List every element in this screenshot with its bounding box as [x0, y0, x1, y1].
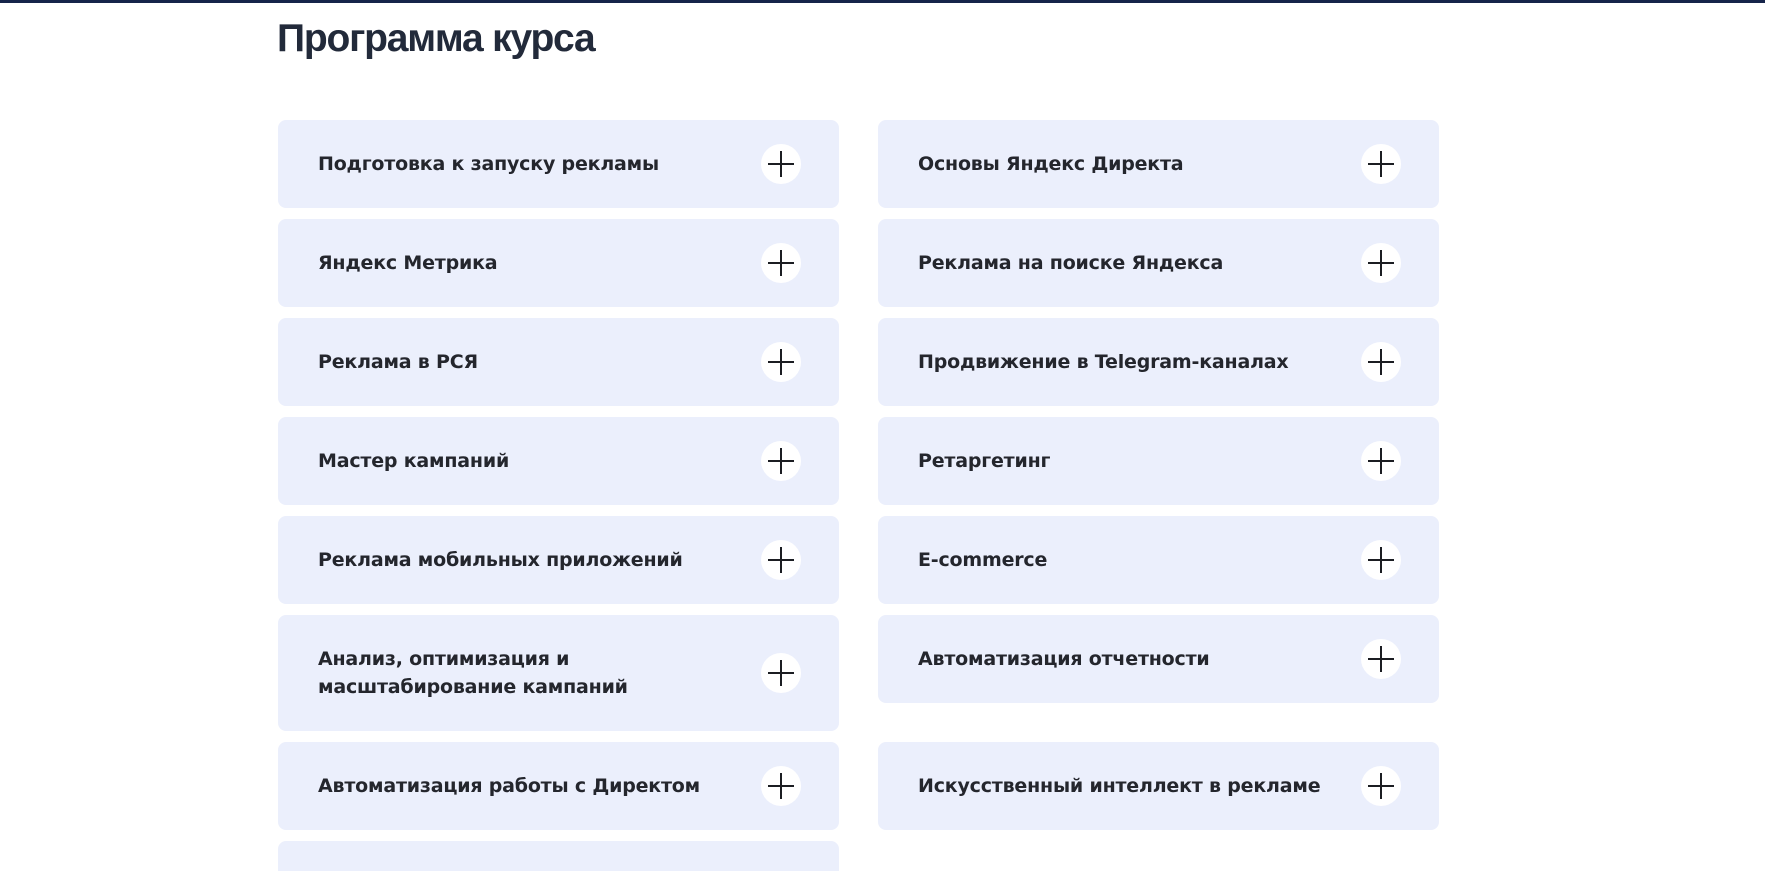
module-card-analysis-optimization[interactable]	[278, 615, 839, 731]
module-card-direct-automation[interactable]	[278, 742, 839, 830]
plus-icon[interactable]	[1361, 766, 1401, 806]
module-card-direct-basics[interactable]	[878, 120, 1439, 208]
plus-icon[interactable]	[761, 144, 801, 184]
module-card-campaign-master[interactable]	[278, 417, 839, 505]
plus-icon[interactable]	[761, 653, 801, 693]
modules-row	[278, 742, 1439, 830]
plus-icon[interactable]	[1361, 441, 1401, 481]
modules-row	[278, 841, 1439, 871]
module-title: Продвижение в Telegram-каналах	[918, 351, 1289, 373]
module-card-metrika[interactable]	[278, 219, 839, 307]
module-title: Мастер кампаний	[318, 450, 510, 472]
module-title: Ретаргетинг	[918, 450, 1051, 472]
plus-icon[interactable]	[1361, 144, 1401, 184]
module-card-partial[interactable]	[278, 841, 839, 871]
module-card-retargeting[interactable]	[878, 417, 1439, 505]
plus-icon[interactable]	[761, 766, 801, 806]
modules-row	[278, 120, 1439, 208]
module-card-ecommerce[interactable]	[878, 516, 1439, 604]
plus-icon[interactable]	[761, 540, 801, 580]
module-card-ai-in-ads[interactable]	[878, 742, 1439, 830]
module-title: Основы Яндекс Директа	[918, 153, 1184, 175]
module-card-ad-launch-prep[interactable]	[278, 120, 839, 208]
module-title: Автоматизация отчетности	[918, 648, 1210, 670]
course-modules-grid	[278, 120, 1439, 882]
plus-icon[interactable]	[1361, 540, 1401, 580]
top-divider	[0, 0, 1765, 3]
module-title: E-commerce	[918, 549, 1048, 571]
module-card-reporting-automation[interactable]	[878, 615, 1439, 703]
plus-icon[interactable]	[1361, 342, 1401, 382]
module-card-rsya[interactable]	[278, 318, 839, 406]
module-card-search-ads[interactable]	[878, 219, 1439, 307]
plus-icon[interactable]	[1361, 639, 1401, 679]
modules-row	[278, 417, 1439, 505]
modules-row	[278, 615, 1439, 731]
modules-row	[278, 219, 1439, 307]
plus-icon[interactable]	[761, 243, 801, 283]
module-title: Реклама в РСЯ	[318, 351, 478, 373]
page-title: Программа курса	[277, 17, 595, 60]
plus-icon[interactable]	[761, 441, 801, 481]
modules-row	[278, 318, 1439, 406]
module-title: Автоматизация работы с Директом	[318, 775, 700, 797]
plus-icon[interactable]	[761, 342, 801, 382]
module-title: Анализ, оптимизация и масштабирование кампаний	[318, 648, 628, 698]
module-card-mobile-apps[interactable]	[278, 516, 839, 604]
module-card-telegram[interactable]	[878, 318, 1439, 406]
plus-icon[interactable]	[1361, 243, 1401, 283]
module-title: Реклама на поиске Яндекса	[918, 252, 1224, 274]
module-title: Реклама мобильных приложений	[318, 549, 683, 571]
modules-row	[278, 516, 1439, 604]
module-title: Подготовка к запуску рекламы	[318, 153, 659, 175]
module-title: Яндекс Метрика	[318, 252, 498, 274]
module-title: Искусственный интеллект в рекламе	[918, 775, 1321, 797]
